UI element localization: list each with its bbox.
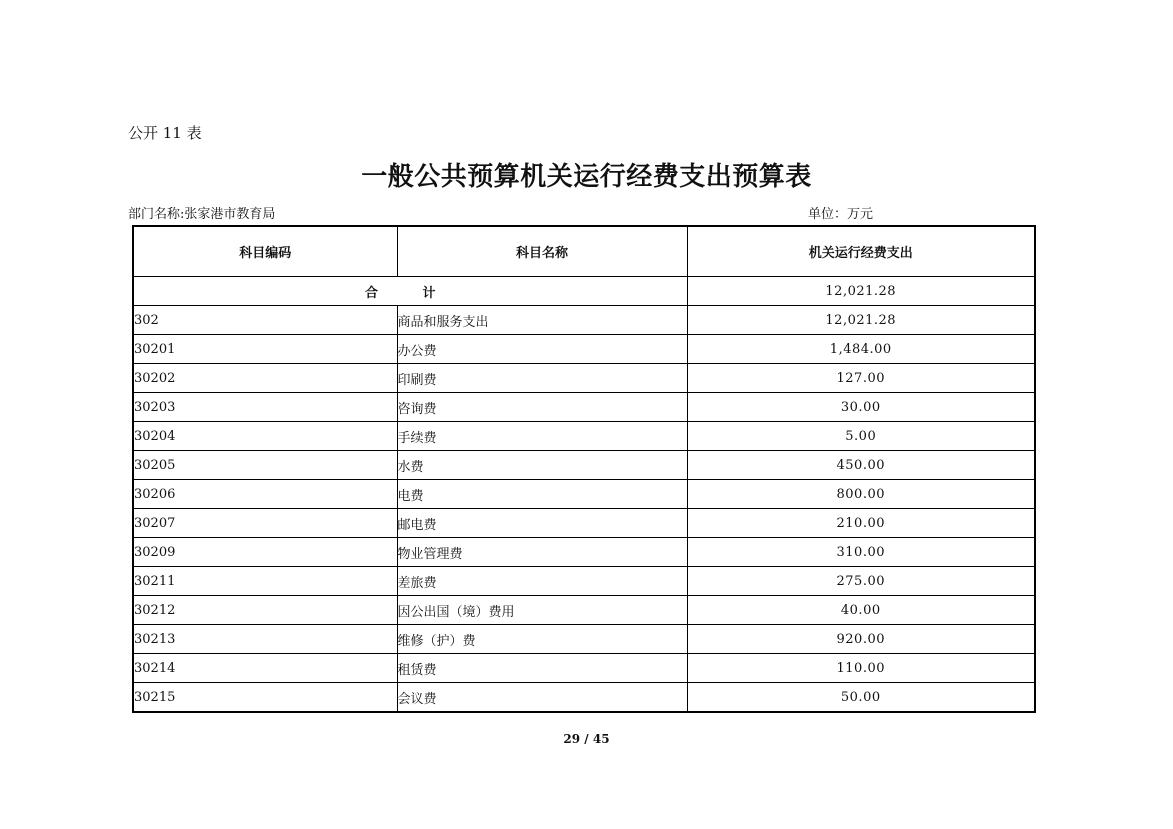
parent-name: 商品和服务支出 xyxy=(397,306,687,335)
row-amount: 127.00 xyxy=(687,364,1035,393)
table-header-row xyxy=(133,226,1035,277)
row-name: 租赁费 xyxy=(397,654,687,683)
row-amount: 310.00 xyxy=(687,538,1035,567)
total-amount: 12,021.28 xyxy=(687,277,1035,306)
parent-code: 302 xyxy=(133,306,397,335)
row-code: 30204 xyxy=(133,422,397,451)
table-row xyxy=(133,683,1035,713)
row-amount: 110.00 xyxy=(687,654,1035,683)
row-name: 水费 xyxy=(397,451,687,480)
row-code: 30206 xyxy=(133,480,397,509)
department-name: 部门名称:张家港市教育局 xyxy=(128,207,276,222)
table-row xyxy=(133,625,1035,654)
row-name: 会议费 xyxy=(397,683,687,713)
parent-row xyxy=(133,306,1035,335)
row-amount: 800.00 xyxy=(687,480,1035,509)
table-row xyxy=(133,567,1035,596)
row-amount: 30.00 xyxy=(687,393,1035,422)
table-number-label: 公开 11 表 xyxy=(128,124,202,142)
table-row xyxy=(133,393,1035,422)
row-name: 因公出国（境）费用 xyxy=(397,596,687,625)
total-row xyxy=(133,277,1035,306)
row-amount: 5.00 xyxy=(687,422,1035,451)
row-code: 30209 xyxy=(133,538,397,567)
column-header-name: 科目名称 xyxy=(397,226,687,277)
row-amount: 210.00 xyxy=(687,509,1035,538)
row-name: 办公费 xyxy=(397,335,687,364)
row-amount: 450.00 xyxy=(687,451,1035,480)
row-name: 邮电费 xyxy=(397,509,687,538)
table-row xyxy=(133,654,1035,683)
row-name: 手续费 xyxy=(397,422,687,451)
row-amount: 275.00 xyxy=(687,567,1035,596)
row-code: 30202 xyxy=(133,364,397,393)
table-row xyxy=(133,422,1035,451)
row-code: 30215 xyxy=(133,683,397,713)
budget-table xyxy=(132,225,1036,713)
table-row xyxy=(133,480,1035,509)
row-amount: 50.00 xyxy=(687,683,1035,713)
table-row xyxy=(133,364,1035,393)
row-code: 30203 xyxy=(133,393,397,422)
row-code: 30213 xyxy=(133,625,397,654)
row-amount: 40.00 xyxy=(687,596,1035,625)
page-number: 29 / 45 xyxy=(563,732,610,746)
row-amount: 920.00 xyxy=(687,625,1035,654)
row-name: 印刷费 xyxy=(397,364,687,393)
column-header-amount: 机关运行经费支出 xyxy=(687,226,1035,277)
row-code: 30211 xyxy=(133,567,397,596)
row-code: 30205 xyxy=(133,451,397,480)
table-row xyxy=(133,451,1035,480)
row-code: 30212 xyxy=(133,596,397,625)
row-name: 差旅费 xyxy=(397,567,687,596)
unit-label: 单位：万元 xyxy=(808,207,874,222)
row-code: 30214 xyxy=(133,654,397,683)
row-name: 电费 xyxy=(397,480,687,509)
row-name: 维修（护）费 xyxy=(397,625,687,654)
document-title: 一般公共预算机关运行经费支出预算表 xyxy=(361,162,812,192)
row-name: 物业管理费 xyxy=(397,538,687,567)
row-amount: 1,484.00 xyxy=(687,335,1035,364)
parent-amount: 12,021.28 xyxy=(687,306,1035,335)
table-row xyxy=(133,538,1035,567)
column-header-code: 科目编码 xyxy=(133,226,397,277)
row-code: 30201 xyxy=(133,335,397,364)
table-row xyxy=(133,335,1035,364)
table-row xyxy=(133,596,1035,625)
row-name: 咨询费 xyxy=(397,393,687,422)
table-row xyxy=(133,509,1035,538)
total-label: 合 计 xyxy=(133,277,687,306)
row-code: 30207 xyxy=(133,509,397,538)
